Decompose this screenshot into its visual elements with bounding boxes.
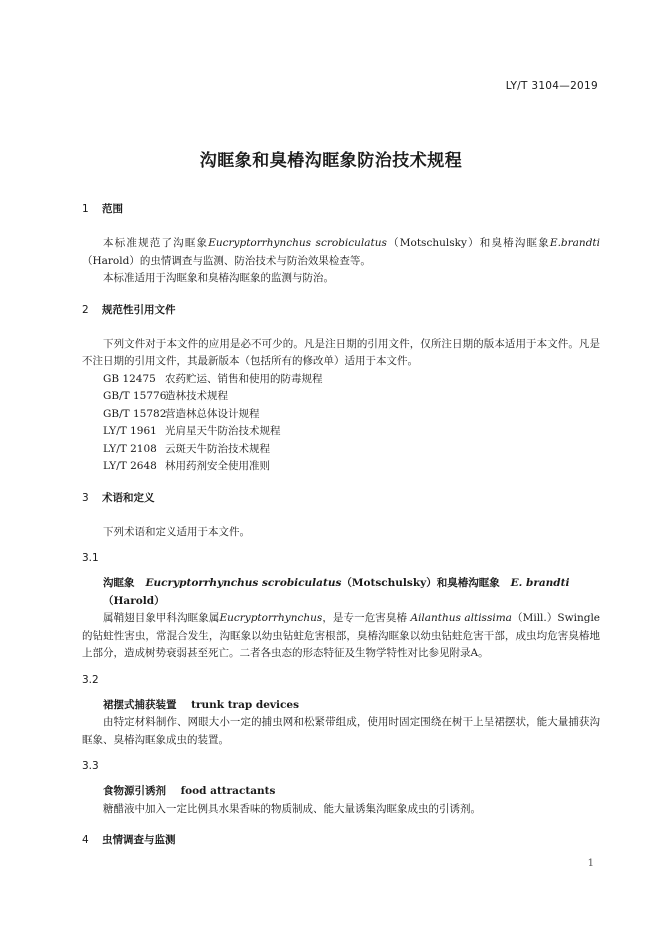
section-number: 4	[82, 834, 89, 846]
section-title: 范围	[102, 203, 123, 215]
section-1-heading	[82, 199, 600, 219]
genus-name: Eucryptorrhynchus	[219, 612, 323, 624]
reference-item	[82, 423, 600, 441]
term-cn: 食物源引诱剂	[103, 785, 166, 797]
text-run: ，是专一危害臭椿	[322, 612, 408, 624]
species-name: Eucryptorrhynchus scrobiculatus	[208, 237, 387, 249]
section-4-heading	[82, 830, 600, 850]
species-name: E.brandti	[549, 237, 600, 249]
standard-code: LY/T 3104—2019	[505, 80, 598, 92]
terms-intro: 下列术语和定义适用于本文件。	[103, 525, 250, 538]
term-author: （Harold）	[103, 594, 165, 607]
species-name: E. brandti	[510, 577, 570, 589]
section-number: 3	[82, 491, 89, 504]
reference-title: 林用药剂安全使用准则	[165, 460, 270, 472]
reference-code: LY/T 2108	[103, 442, 157, 455]
term-3-1-number: 3.1	[82, 552, 99, 564]
term-3-2-name	[82, 697, 600, 715]
scope-applicability: 本标准适用于沟眶象和臭椿沟眶象的监测与防治。	[103, 272, 334, 284]
reference-code: GB/T 15776	[103, 390, 167, 402]
term-en: trunk trap devices	[191, 698, 299, 711]
section-title: 虫情调查与监测	[102, 834, 176, 846]
text-run: （Motschulsky）和臭椿沟眶象	[386, 237, 550, 249]
reference-title: 造林技术规程	[165, 390, 228, 402]
section-title: 术语和定义	[102, 491, 155, 504]
section-title: 规范性引用文件	[102, 303, 176, 316]
page-number: 1	[587, 858, 594, 869]
term-3-1-definition	[82, 610, 600, 663]
term-3-3-name	[82, 783, 600, 801]
reference-item	[82, 371, 600, 389]
text-run: （Harold）的虫情调查与监测、防治技术与防治效果检查等。	[82, 254, 371, 267]
reference-item	[82, 441, 600, 459]
reference-code: LY/T 2648	[103, 460, 157, 472]
term-cn: 和臭椿沟眶象	[436, 577, 500, 589]
reference-title: 光肩星天牛防治技术规程	[165, 425, 281, 437]
term-author: （Motschulsky）	[341, 577, 437, 589]
reference-item	[82, 388, 600, 406]
scope-paragraph	[82, 235, 600, 270]
term-3-3-number: 3.3	[82, 760, 99, 772]
term-3-2-definition: 由特定材料制作、网眼大小一定的捕虫网和松紧带组成，使用时固定围绕在树干上呈裙摆状，能大量捕获沟眶象、臭椿沟眶象成虫的装置。	[82, 716, 600, 746]
reference-code: GB/T 15782	[103, 407, 167, 420]
reference-item	[82, 406, 600, 424]
term-3-1-name	[82, 575, 600, 610]
host-name: Ailanthus altissima	[410, 612, 512, 624]
text-run: 属鞘翅目象甲科沟眶象属	[103, 612, 220, 624]
reference-code: LY/T 1961	[103, 425, 157, 437]
reference-title: 云斑天牛防治技术规程	[165, 442, 270, 455]
document-body	[82, 199, 600, 850]
reference-code: GB 12475	[103, 372, 156, 385]
section-3-heading	[82, 488, 600, 508]
term-cn: 沟眶象	[103, 577, 135, 589]
species-name: Eucryptorrhynchus scrobiculatus	[145, 577, 342, 589]
normative-intro: 下列文件对于本文件的应用是必不可少的。凡是注日期的引用文件，仅所注日期的版本适用于本文件。凡是不注日期的引用文件，其最新版本（包括所有的修改单）适用于本文件。	[82, 337, 600, 367]
section-2-heading	[82, 300, 600, 320]
text-run: （Mill.）Swingle的钻蛀性害虫，常混合发生，沟眶象以幼虫钻蛀危害根部，臭椿沟眶象以幼虫钻蛀危害干部，成虫均危害臭椿地上部分，造成树势衰弱甚至死亡。二者各虫态的形态特征及生物学特性对比参见附录A。	[82, 612, 601, 659]
document-title: 沟眶象和臭椿沟眶象防治技术规程	[199, 151, 463, 171]
term-cn: 裙摆式捕获装置	[103, 698, 177, 711]
reference-title: 农药贮运、销售和使用的防毒规程	[165, 372, 323, 385]
term-3-3-definition: 糖醋液中加入一定比例具水果香味的物质制成、能大量诱集沟眶象成虫的引诱剂。	[103, 802, 481, 815]
text-run: 本标准规范了沟眶象	[103, 237, 209, 249]
section-number: 2	[82, 303, 89, 316]
term-en: food attractants	[180, 785, 276, 797]
reference-title: 营造林总体设计规程	[165, 407, 260, 420]
term-3-2-number: 3.2	[82, 673, 99, 686]
reference-item	[82, 458, 600, 476]
section-number: 1	[82, 203, 89, 215]
